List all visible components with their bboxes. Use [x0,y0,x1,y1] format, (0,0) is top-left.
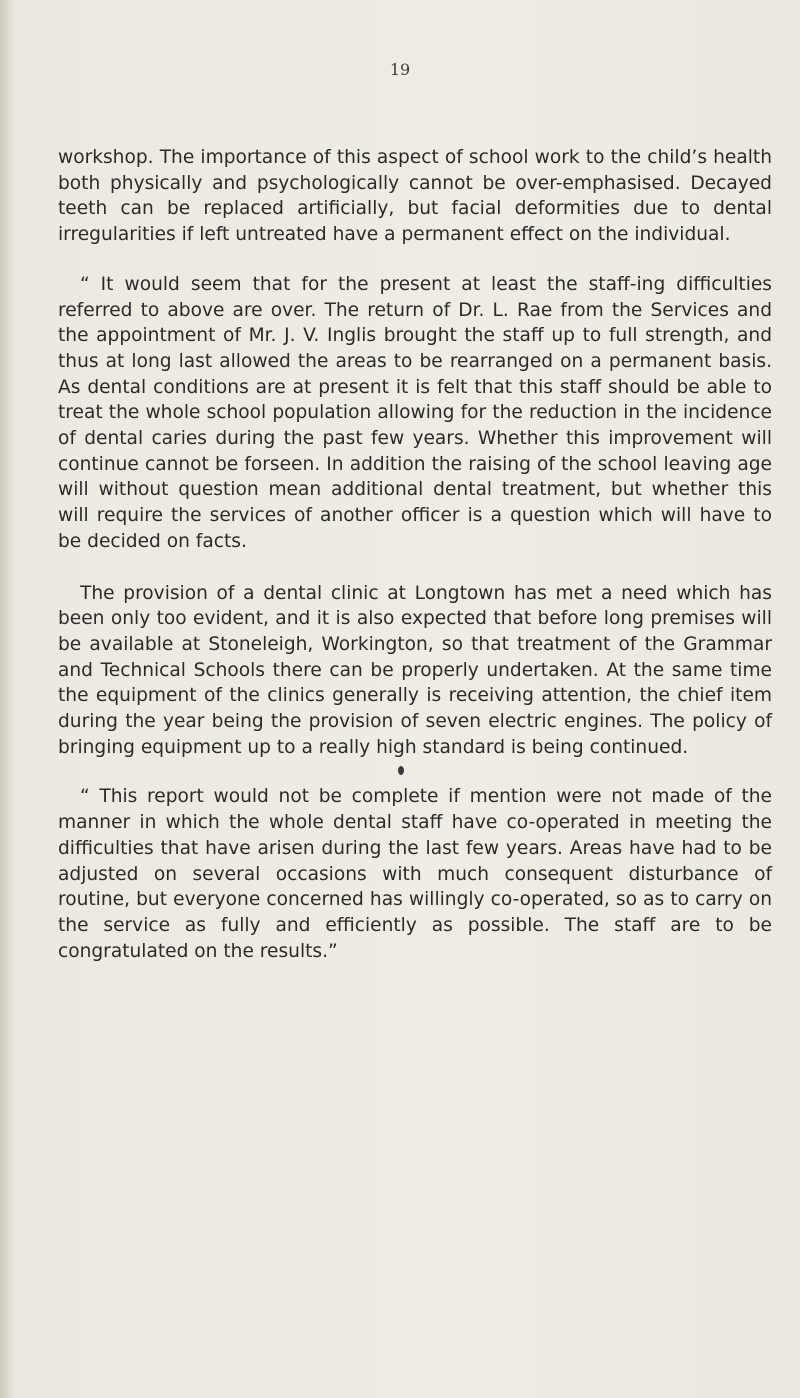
ink-speck [58,760,772,784]
paragraph-staff-cooperation: “ This report would not be complete if mention were not made of the manner in which the whole dental staff have co-operated in meeting the difficulties that have arisen during the last few years. Areas have had to be adjusted on several occasions with much consequent disturbance of routine, but everyone concerned has willingly co-operated, so as to carry on the service as fully and efficiently as possible. The staff are to be congratulated on the results.” [58,786,772,962]
paragraph-staffing: “ It would seem that for the present at least the staff-ing difficulties referred to above are over. The return of Dr. L. Rae from the Services and the appointment of Mr. J. V. Inglis brought the staff up to full strength, and thus at long last allowed the areas to be rearranged on a permanent basis. As dental conditions are at present it is felt that this staff should be able to treat the whole school population allowing for the reduction in the incidence of dental caries during the past few years. Whether this improvement will continue cannot be forseen. In addition the raising of the school leaving age will without question mean additional dental treatment, but whether this will require the services of another officer is a question which will have to be decided on facts. [58,273,772,552]
page-spine-shadow [0,0,12,1398]
paragraph-longtown-clinic: The provision of a dental clinic at Longtown has met a need which has been only too evident, and it is also expected that before long premises will be available at Stoneleigh, Workington, so that treatment of the Grammar and Technical Schools there can be properly undertaken. At the same time the equipment of the clinics generally is receiving attention, the chief item during the year being the provision of seven electric engines. The policy of bringing equipment up to a really high standard is being continued. [58,582,772,758]
paragraph-workshop: workshop. The importance of this aspect of school work to the child’s health both physically and psychologically cannot be over-emphasised. Decayed teeth can be replaced artificially, but facial deformities due to dental irregularities if left untreated have a permanent effect on the individual. [58,147,772,246]
page-number: 19 [389,60,411,79]
document-body [58,145,772,964]
